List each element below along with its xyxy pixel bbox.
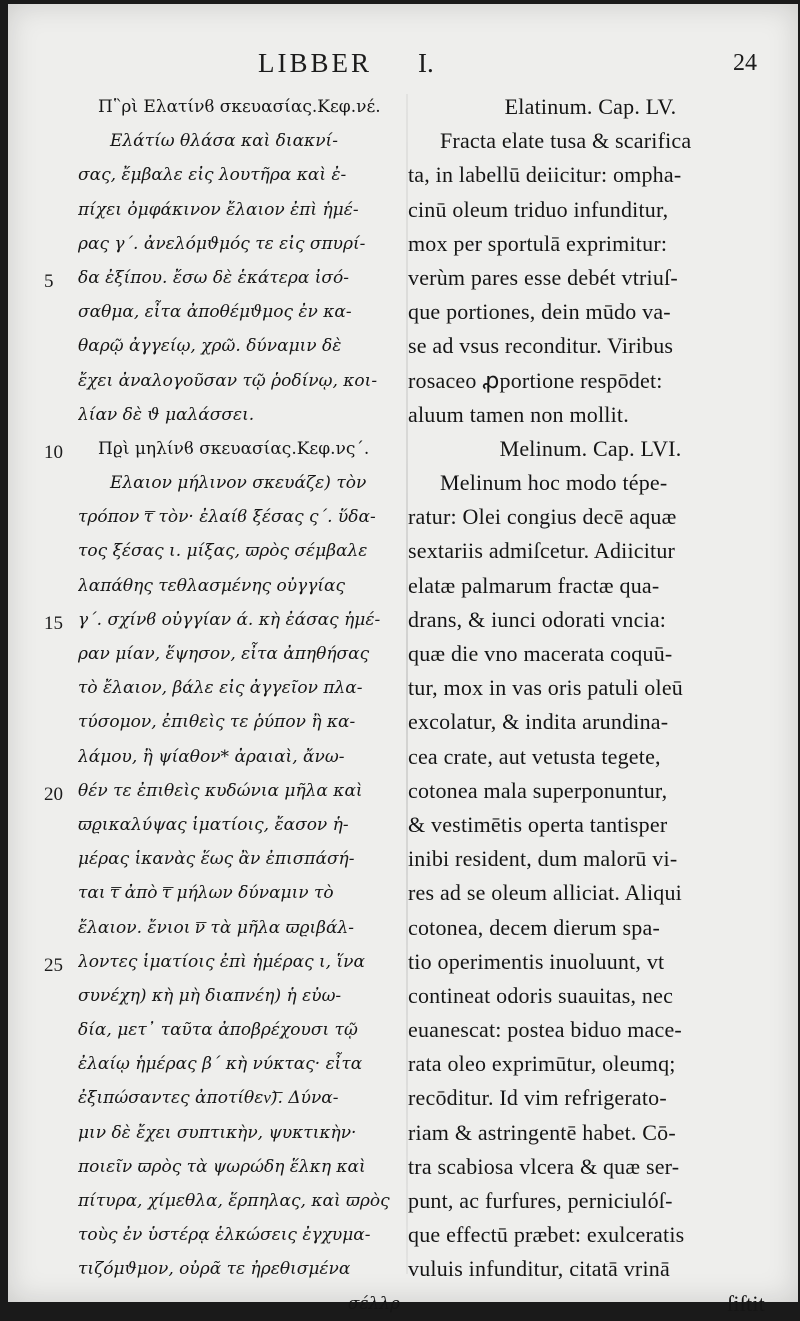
- folio-number: 24: [733, 50, 757, 76]
- greek-text-line: τύσομον, ἐπιθεὶς τε ῥύπον ἢ κα-: [78, 712, 356, 733]
- greek-chapter-heading: Πϱὶ μηλίνϐ σκευασίας.Κεφ.νς΄.: [98, 438, 370, 459]
- latin-text-line: sextariis admiſcetur. Adiicitur: [408, 538, 676, 564]
- greek-text-line: σαθμα, εἶτα ἀποθέμϑμος ἐν κα-: [78, 302, 352, 323]
- latin-text-column: [408, 90, 773, 1321]
- latin-text-line: verùm pares esse debét vtriuſ-: [408, 264, 678, 290]
- greek-text-line: ἐλαίῳ ἡμέρας β΄ κὴ νύκτας· εἶτα: [78, 1054, 363, 1075]
- latin-text-line: tra scabiosa vlcera & quæ ser-: [408, 1153, 680, 1179]
- latin-chapter-heading: Elatinum. Cap. LV.: [504, 94, 677, 119]
- greek-text-line: τιζόμϑμον, οὐρᾶ τε ἠρεθισμένα: [78, 1259, 351, 1280]
- latin-text-line: rosaceo ꝓportione respōdet:: [408, 367, 663, 393]
- latin-text-line: res ad se oleum alliciat. Aliqui: [408, 880, 682, 906]
- latin-text-line: que effectū præbet: exulceratis: [408, 1222, 685, 1248]
- greek-chapter-heading: Π῝ρὶ Ελατίνϐ σκευασίας.Κεφ.νέ.: [98, 97, 381, 117]
- greek-text-line: τος ξέσας ι. μίξας, ϖρὸς σέμβαλε: [78, 541, 368, 562]
- greek-text-column: [78, 90, 408, 1321]
- greek-text-line: δία, μετ᾽ ταῦτα ἀποβρέχουσι τῷ: [78, 1020, 358, 1041]
- greek-text-line: λίαν δὲ ϑ μαλάσσει.: [78, 404, 255, 425]
- line-number-5: 5: [44, 271, 54, 292]
- greek-text-line: σας, ἔμβαλε εἰς λουτῆρα καὶ ἐ-: [78, 165, 347, 186]
- line-number-25: 25: [44, 955, 63, 976]
- greek-text-line: γ΄. σχίνϐ οὐγγίαν ά. κὴ ἐάσας ἡμέ-: [78, 609, 381, 630]
- greek-text-line: θέν τε ἐπιθεὶς κυδώνια μῆλα καὶ: [78, 780, 363, 801]
- greek-text-line: συνέχη) κὴ μὴ διαπνέη) ἡ εὐω-: [78, 985, 342, 1006]
- greek-text-line: ἐξιπώσαντες ἀποτίθεν͞). Δύνα-: [78, 1088, 339, 1109]
- greek-text-line: μέρας ἱκανὰς ἕως ἂν ἐπισπάσή-: [78, 849, 355, 870]
- latin-text-line: tio operimentis inuoluunt, vt: [408, 948, 665, 974]
- latin-text-line: & vestimētis operta tantisper: [408, 811, 668, 837]
- latin-text-line: excolatur, & indita arundina-: [408, 709, 669, 735]
- running-head: [8, 48, 798, 84]
- latin-text-line: recōditur. Id vim refrigerato-: [408, 1085, 667, 1111]
- latin-text-line: Melinum hoc modo tépe-: [440, 470, 668, 496]
- latin-text-line: cinū oleum triduo infunditur,: [408, 196, 669, 222]
- greek-text-line: ποιεῖν ϖρὸς τὰ ψωρώδη ἕλκη καὶ: [78, 1156, 366, 1177]
- latin-text-line: euanescat: postea biduo mace-: [408, 1017, 682, 1043]
- greek-text-line: ἔχει ἀναλογοῦσαν τῷ ῥοδίνῳ, κοι-: [78, 370, 378, 391]
- greek-catchword: σέλλρ: [347, 1293, 400, 1314]
- latin-text-line: ratur: Olei congius decē aquæ: [408, 504, 677, 530]
- latin-text-line: cotonea, decem dierum spa-: [408, 914, 660, 940]
- greek-text-line: ἔλαιον. ἔνιοι ͞ν τὰ μῆλα ϖϱιβάλ-: [78, 917, 354, 938]
- line-number-10: 10: [44, 442, 63, 463]
- greek-text-line: λαπάθης τεθλασμένης οὐγγίας: [78, 575, 346, 596]
- greek-text-line: δα ἐξίπου. ἔσω δὲ ἑκάτερα ἰσό-: [78, 267, 349, 288]
- latin-catchword: ſiſtit: [727, 1290, 765, 1316]
- latin-text-line: cea crate, aut vetusta tegete,: [408, 743, 661, 769]
- latin-text-line: rata oleo exprimūtur, oleumq;: [408, 1051, 676, 1077]
- line-number-15: 15: [44, 613, 63, 634]
- book-number: I.: [418, 48, 434, 78]
- greek-text-line: πίχει ὀμφάκινον ἔλαιον ἐπὶ ἡμέ-: [78, 199, 359, 220]
- greek-text-line: Ελαιον μήλινον σκευάζε) τὸν: [110, 473, 367, 494]
- line-number-20: 20: [44, 784, 63, 805]
- latin-text-line: riam & astringentē habet. Cō-: [408, 1119, 676, 1145]
- latin-text-line: elatæ palmarum fractæ qua-: [408, 572, 660, 598]
- latin-text-line: quæ die vno macerata coquū-: [408, 641, 673, 666]
- greek-text-line: θαρῷ ἀγγείῳ, χρῶ. δύναμιν δὲ: [78, 336, 342, 357]
- latin-text-line: que portiones, dein mūdo va-: [408, 299, 671, 325]
- latin-text-line: ta, in labellū deiicitur: ompha-: [408, 162, 682, 188]
- latin-chapter-heading: Melinum. Cap. LVI.: [499, 435, 682, 461]
- running-head-title: LIBBER: [258, 48, 373, 78]
- greek-text-line: λοντες ἱματίοις ἐπὶ ἡμέρας ι, ἵνα: [78, 951, 365, 972]
- greek-text-line: μιν δὲ ἔχει συπτικὴν, ψυκτικὴν·: [78, 1122, 357, 1143]
- latin-text-line: se ad vsus reconditur. Viribus: [408, 333, 674, 359]
- latin-text-line: inibi resident, dum malorū vi-: [408, 846, 678, 872]
- greek-text-line: ρας γ΄. ἀνελόμϑμός τε εἰς σπυρί-: [78, 233, 366, 254]
- latin-text-line: tur, mox in vas oris patuli oleū: [408, 675, 683, 701]
- greek-text-line: τὸ ἔλαιον, βάλε εἰς ἀγγεῖον πλα-: [78, 678, 363, 699]
- latin-text-line: cotonea mala superponuntur,: [408, 777, 668, 803]
- greek-text-line: τοὺς ἐν ὑστέρᾳ ἑλκώσεις ἐγχυμα-: [78, 1225, 371, 1246]
- greek-text-line: Ελάτίω θλάσα καὶ διακνί-: [110, 131, 338, 152]
- greek-text-line: ϖϱικαλύψας ἱματίοις, ἔασον ἡ-: [78, 814, 349, 835]
- latin-text-line: Fracta elate tusa & scarifica: [440, 128, 692, 154]
- greek-text-line: πίτυρα, χίμεθλα, ἕρπηλας, καὶ ϖρὸς: [78, 1191, 390, 1211]
- greek-text-line: τρόπον ͞τ τὸν· ἐλαίϐ ξέσας ς΄. ὕδα-: [78, 507, 376, 528]
- greek-text-line: ται ͞τ ἀπὸ ͞τ μήλων δύναμιν τὸ: [78, 883, 334, 904]
- latin-text-line: drans, & iunci odorati vncia:: [408, 606, 667, 632]
- latin-text-line: aluum tamen non mollit.: [408, 401, 629, 427]
- book-page: [8, 4, 798, 1316]
- greek-text-line: ραν μίαν, ἕψησον, εἶτα ἀπηθήσας: [78, 644, 370, 664]
- latin-text-line: vuluis infunditur, citatā vrinā: [408, 1256, 670, 1282]
- latin-text-line: mox per sportulā exprimitur:: [408, 230, 668, 256]
- greek-text-line: λάμου, ἢ ψίαθον* ἀραιαὶ, ἄνω-: [78, 746, 345, 767]
- latin-text-line: contineat odoris suauitas, nec: [408, 982, 674, 1008]
- latin-text-line: punt, ac furfures, perniciulóſ-: [408, 1188, 673, 1213]
